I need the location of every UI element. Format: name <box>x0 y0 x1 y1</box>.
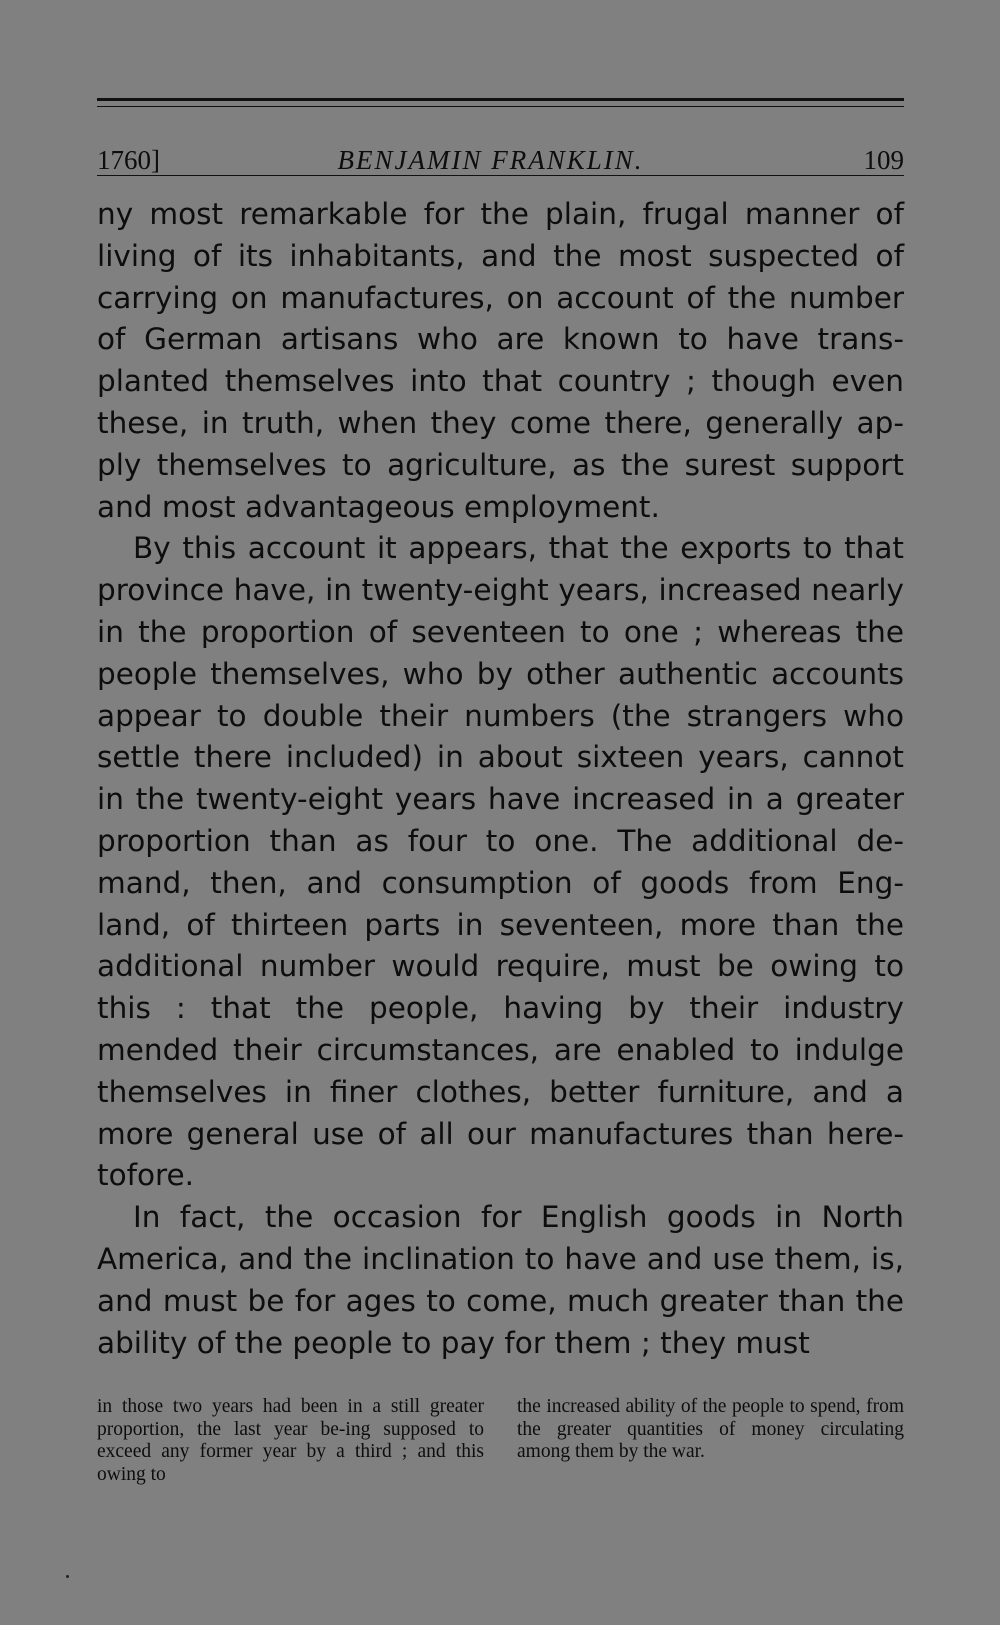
page-number: 109 <box>863 145 904 175</box>
paragraph: By this account it appears, that the exports to that province have, in twenty-eight years, increased nearly in the proportion of seventeen to one ; whereas the people themselves, who by other authentic accounts appear to double their numbers (the strangers who settle there included) in about sixteen years, cannot in the twenty-eight years have increased in a greater proportion than as four to one. The additional de-mand, then, and consumption of goods from Eng-land, of thirteen parts in seventeen, more than the additional number would require, must be owing to this : that the people, having by their industry mended their circumstances, are enabled to indulge themselves in finer clothes, better furniture, and a more general use of all our manufactures than here-tofore. <box>97 531 904 1193</box>
footnote-left-column: in those two years had been in a still greater proportion, the last year be-ing supposed to exceed any former year by a third ; and this owing to <box>97 1396 484 1485</box>
scan-speck <box>66 1575 69 1578</box>
footnote <box>97 1396 904 1486</box>
body-text <box>97 194 904 1364</box>
paragraph: In fact, the occasion for English goods in North America, and the inclination to have and use them, is, and must be for ages to come, much greater than the ability of the people to pay for them ; they must <box>97 1200 904 1360</box>
running-head-title: BENJAMIN FRANKLIN. <box>337 145 644 175</box>
footnote-right-column: the increased ability of the people to spend, from the greater quantities of money circulating among them by the war. <box>517 1396 904 1463</box>
top-rule <box>97 98 904 101</box>
header-rule <box>97 175 904 176</box>
running-head-year: 1760] <box>97 145 160 175</box>
book-page <box>97 98 904 1486</box>
paragraph: ny most remarkable for the plain, frugal manner of living of its inhabitants, and the most suspected of carrying on manufactures, on account of the number of German artisans who are known to have trans-planted themselves into that country ; though even these, in truth, when they come there, generally ap-ply themselves to agriculture, as the surest support and most advantageous employment. <box>97 197 904 524</box>
running-head <box>97 107 904 175</box>
